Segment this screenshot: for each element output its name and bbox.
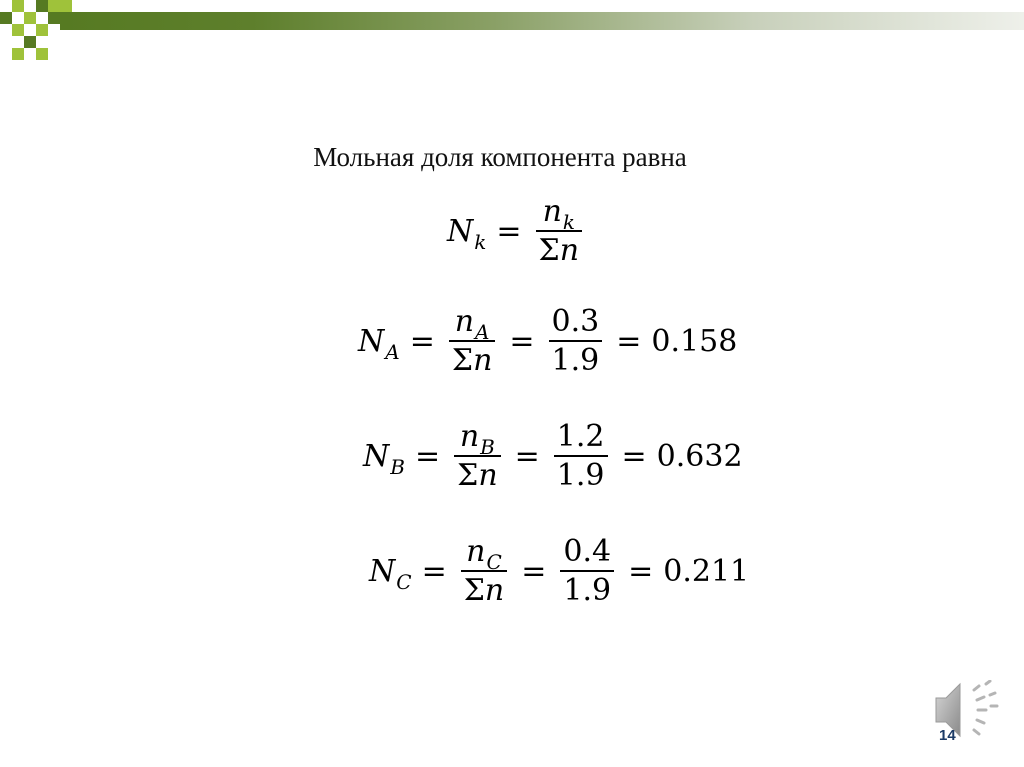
lhs-subscript: C <box>396 569 412 594</box>
numerator-symbol: n <box>454 304 475 339</box>
equals-sign: = <box>616 323 642 359</box>
numerator-value: 0.3 <box>551 304 600 339</box>
formula-component-b <box>363 420 743 492</box>
fraction-numeric <box>554 420 608 492</box>
fraction-bar <box>536 230 583 232</box>
numerator-subscript: A <box>475 320 490 344</box>
result-value: 0.158 <box>651 323 738 359</box>
formula-component-c <box>369 535 749 607</box>
sigma-symbol: Σ <box>451 343 474 378</box>
fraction-bar <box>554 455 608 457</box>
fraction-numeric <box>549 305 603 377</box>
formula-general <box>447 195 586 267</box>
lhs-symbol: N <box>447 213 474 249</box>
header-gradient-bar <box>60 12 1024 30</box>
sigma-symbol: Σ <box>457 458 479 493</box>
denominator-value: 1.9 <box>556 458 605 493</box>
fraction-general <box>536 195 583 267</box>
equals-sign: = <box>621 438 647 474</box>
numerator-symbol: n <box>542 194 562 229</box>
fraction-bar <box>549 340 603 342</box>
fraction-symbolic <box>449 305 496 377</box>
equals-sign: = <box>421 553 447 589</box>
sigma-symbol: Σ <box>463 573 485 608</box>
equals-sign: = <box>521 553 547 589</box>
slide-heading: Мольная доля компонента равна <box>313 142 687 172</box>
lhs-symbol: N <box>363 438 390 474</box>
numerator-subscript: k <box>562 210 576 234</box>
denominator-symbol: n <box>473 343 493 378</box>
denominator-symbol: n <box>484 573 505 608</box>
equals-sign: = <box>414 438 441 474</box>
denominator-symbol: n <box>559 233 580 268</box>
numerator-subscript: C <box>486 550 502 574</box>
fraction-symbolic <box>461 535 508 607</box>
lhs-subscript: B <box>390 454 405 479</box>
numerator-subscript: B <box>480 435 495 459</box>
numerator-symbol: n <box>466 534 486 569</box>
denominator-value: 1.9 <box>551 343 600 378</box>
numerator-symbol: n <box>459 419 480 454</box>
formula-component-a <box>358 305 737 377</box>
result-value: 0.211 <box>663 553 750 589</box>
denominator-value: 1.9 <box>563 573 612 608</box>
equals-sign: = <box>628 553 654 589</box>
lhs-subscript: k <box>474 229 487 254</box>
equals-sign: = <box>409 323 435 359</box>
result-value: 0.632 <box>656 438 743 474</box>
equals-sign: = <box>509 323 535 359</box>
fraction-numeric <box>560 535 614 607</box>
equals-sign: = <box>496 213 522 249</box>
numerator-value: 1.2 <box>556 419 605 454</box>
sigma-symbol: Σ <box>538 233 560 268</box>
numerator-value: 0.4 <box>563 534 612 569</box>
fraction-bar <box>560 570 614 572</box>
fraction-symbolic <box>454 420 501 492</box>
page-number: 14 <box>939 727 956 744</box>
lhs-subscript: A <box>385 339 400 364</box>
lhs-symbol: N <box>358 323 385 359</box>
denominator-symbol: n <box>478 458 498 493</box>
lhs-symbol: N <box>369 553 396 589</box>
equals-sign: = <box>514 438 540 474</box>
